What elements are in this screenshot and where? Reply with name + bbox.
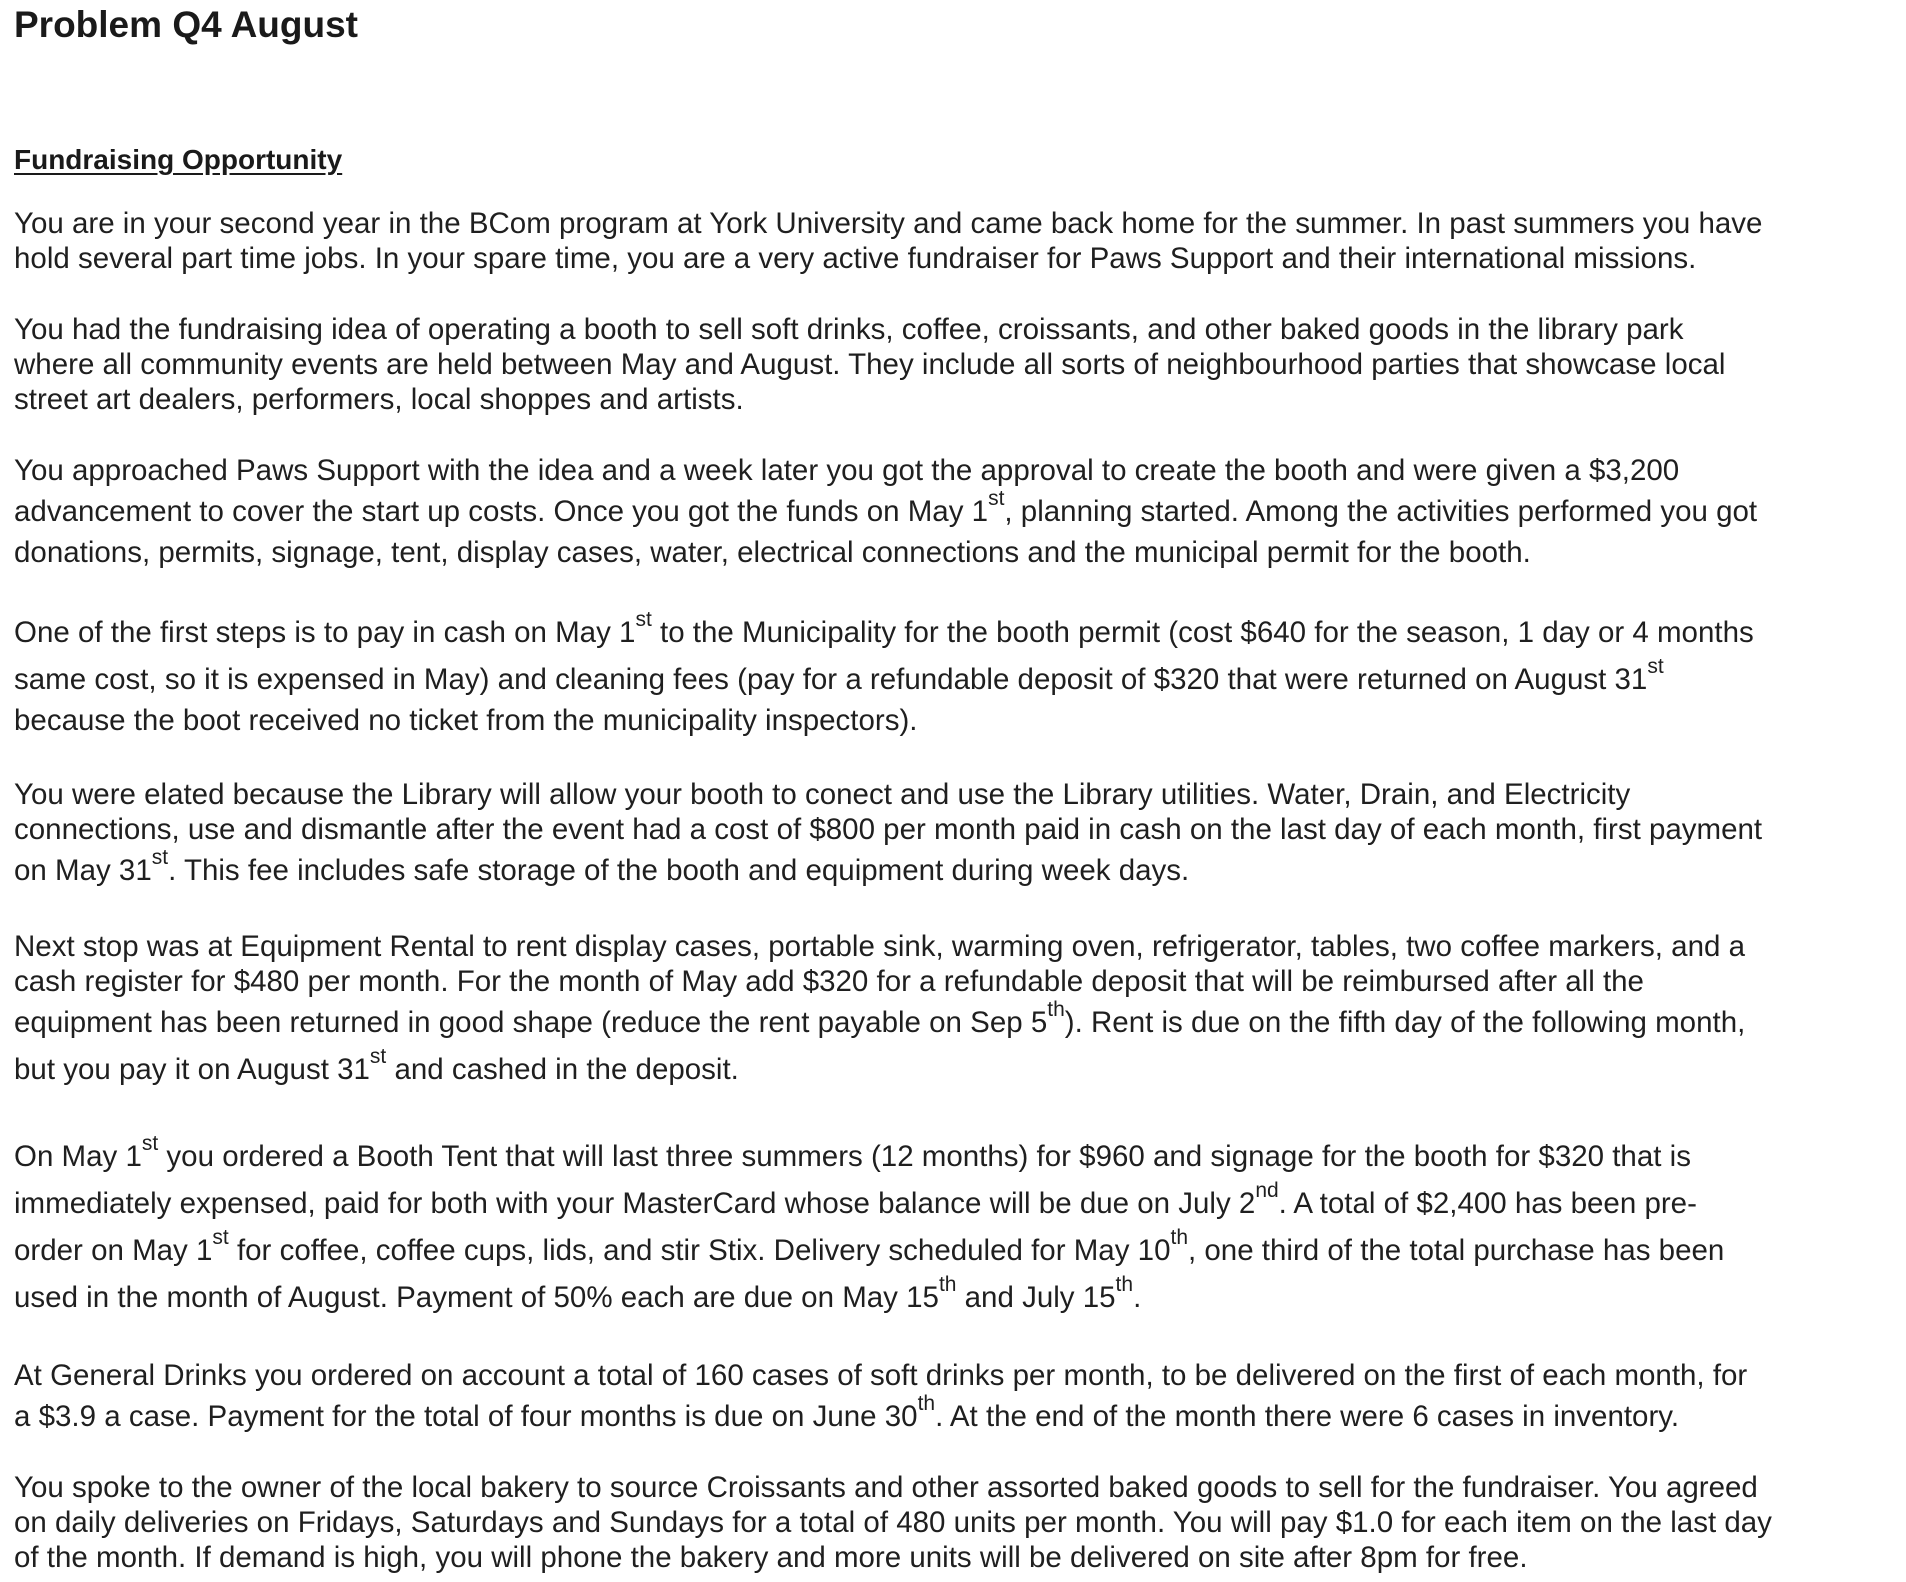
text-line: hold several part time jobs. In your spare time, you are a very active fundraiser for Paws Support and their international missions. <box>14 242 1697 275</box>
text-line: on daily deliveries on Fridays, Saturdays and Sundays for a total of 480 units per month. You will pay $1.0 for each item on the last day <box>14 1506 1772 1539</box>
paragraph-bakery <box>14 1470 1892 1575</box>
text-line: street art dealers, performers, local shoppes and artists. <box>14 383 744 416</box>
text-line: Next stop was at Equipment Rental to rent display cases, portable sink, warming oven, refrigerator, tables, two coffee markers, and a <box>14 930 1745 963</box>
paragraph-booth-tent <box>14 1133 1892 1321</box>
text-line: cash register for $480 per month. For the month of May add $320 for a refundable deposit that will be reimbursed after all the <box>14 965 1644 998</box>
text-line: You approached Paws Support with the idea and a week later you got the approval to create the booth and were given a $3,200 <box>14 454 1680 487</box>
text-line: where all community events are held between May and August. They include all sorts of neighbourhood parties that showcase local <box>14 348 1726 381</box>
paragraph-municipality-permit <box>14 609 1892 738</box>
text-line: order on May 1st for coffee, coffee cups, lids, and stir Stix. Delivery scheduled for May 10th, one third of the total purchase has been <box>14 1226 1725 1267</box>
page-title: Problem Q4 August <box>14 4 359 45</box>
text-line: advancement to cover the start up costs. Once you got the funds on May 1st, planning started. Among the activities performed you got <box>14 487 1758 528</box>
text-line: connections, use and dismantle after the event had a cost of $800 per month paid in cash on the last day of each month, first payment <box>14 813 1763 846</box>
section-heading: Fundraising Opportunity <box>14 144 343 175</box>
text-line: same cost, so it is expensed in May) and cleaning fees (pay for a refundable deposit of $320 that were returned on August 31st <box>14 655 1664 696</box>
text-line: immediately expensed, paid for both with your MasterCard whose balance will be due on July 2nd. A total of $2,400 has been pre- <box>14 1179 1697 1220</box>
text-line: of the month. If demand is high, you will phone the bakery and more units will be delivered on site after 8pm for free. <box>14 1541 1528 1574</box>
text-line: equipment has been returned in good shape (reduce the rent payable on Sep 5th). Rent is due on the fifth day of the following month, <box>14 998 1746 1039</box>
paragraph-library-utilities <box>14 777 1892 894</box>
text-line: One of the first steps is to pay in cash on May 1st to the Municipality for the booth permit (cost $640 for the season, 1 day or 4 months <box>14 608 1754 649</box>
text-line: a $3.9 a case. Payment for the total of four months is due on June 30th. At the end of the month there were 6 cases in inventory. <box>14 1392 1680 1433</box>
paragraph-equipment-rental <box>14 929 1892 1093</box>
text-line: On May 1st you ordered a Booth Tent that will last three summers (12 months) for $960 and signage for the booth for $320 that is <box>14 1132 1691 1173</box>
text-line: You spoke to the owner of the local bakery to source Croissants and other assorted baked goods to sell for the fundraiser. You agreed <box>14 1471 1758 1504</box>
paragraph-intro <box>14 206 1892 276</box>
text-line: on May 31st. This fee includes safe storage of the booth and equipment during week days. <box>14 846 1190 887</box>
paragraph-approval <box>14 453 1892 570</box>
paragraph-general-drinks <box>14 1358 1892 1440</box>
text-line: because the boot received no ticket from the municipality inspectors). <box>14 704 918 737</box>
text-line: donations, permits, signage, tent, display cases, water, electrical connections and the municipal permit for the booth. <box>14 536 1531 569</box>
text-line: You were elated because the Library will allow your booth to conect and use the Library utilities. Water, Drain, and Electricity <box>14 778 1631 811</box>
text-line: You are in your second year in the BCom program at York University and came back home for the summer. In past summers you have <box>14 207 1763 240</box>
text-line: but you pay it on August 31st and cashed in the deposit. <box>14 1045 739 1086</box>
text-line: At General Drinks you ordered on account a total of 160 cases of soft drinks per month, to be delivered on the first of each month, for <box>14 1359 1748 1392</box>
text-line: You had the fundraising idea of operating a booth to sell soft drinks, coffee, croissants, and other baked goods in the library park <box>14 313 1684 346</box>
paragraph-booth-idea <box>14 312 1892 417</box>
text-line: used in the month of August. Payment of 50% each are due on May 15th and July 15th. <box>14 1273 1142 1314</box>
